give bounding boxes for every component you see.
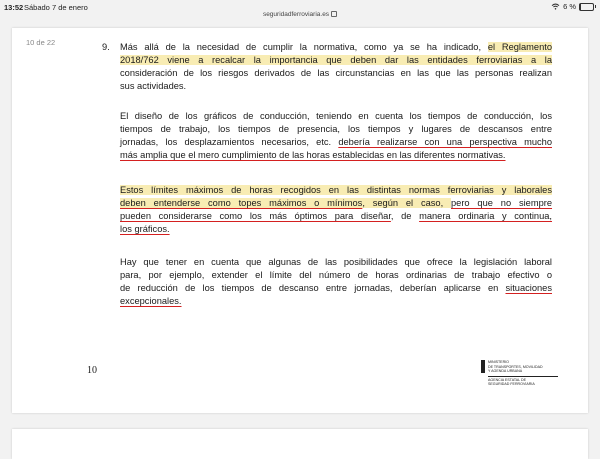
underlined-text: debería realizarse con una perspectiva mucho <box>338 137 552 147</box>
text-line <box>120 54 552 67</box>
text-line: jornadas, los desplazamientos necesarios, etc. debería realizarse con una perspectiva mucho <box>120 137 552 147</box>
logo-emblem <box>481 360 485 373</box>
text-line: Hay que tener en cuenta que algunas de las posibilidades que ofrece la legislación laboral <box>120 257 552 267</box>
underlined-text: que el mero cumplimiento de las horas establecidas en las diferentes normativas. <box>167 150 506 160</box>
text-line: pueden considerarse como los más óptimos para diseñar, de manera ordinaria y continua, <box>120 211 553 221</box>
underlined-text: pueden considerarse como los más óptimos para diseñar <box>120 211 391 221</box>
highlighted-text: el Reglamento <box>487 42 552 52</box>
text-line <box>120 223 552 236</box>
underlined-text: situaciones <box>505 283 552 293</box>
text-line: de reducción de los tiempos de descanso entre jornadas, deberían aplicarse en situaciones <box>120 283 552 293</box>
underlined-text: manera ordinaria y continua, <box>419 211 553 221</box>
logo-text: MINISTERIO DE TRANSPORTES, MOVILIDAD Y AGENDA URBANA AGENCIA ESTATAL DE SEGURIDAD FERROVIARIA <box>488 360 578 387</box>
next-page[interactable] <box>12 429 588 459</box>
lock-icon <box>331 11 337 17</box>
text-line <box>120 197 552 210</box>
wifi-icon <box>551 3 560 10</box>
text-line: sus actividades. <box>120 81 187 91</box>
highlighted-text: 2018/762 viene a recalcar la importancia que deben dar las entidades ferroviarias a la <box>120 55 552 65</box>
text-line: para, por ejemplo, extender el límite del número de horas ordinarias de trabajo efectivo o <box>120 270 552 280</box>
page-indicator: 10 de 22 <box>26 38 56 47</box>
battery-icon <box>579 3 594 11</box>
highlighted-text: Estos límites máximos de horas recogidos en las distintas normas ferroviarias y laborales <box>120 185 552 195</box>
highlighted-underlined-text: deben entenderse como topes máximos o mínimos <box>120 198 363 208</box>
address-bar[interactable] <box>0 11 600 18</box>
text-line <box>120 295 552 308</box>
text-line <box>120 149 552 162</box>
ministry-logo <box>488 360 578 387</box>
underlined-text: más amplia <box>120 150 168 160</box>
paragraph-9 <box>102 41 552 93</box>
text-line: Más allá de la necesidad de cumplir la normativa, como ya se ha indicado, el Reglamento <box>120 42 552 52</box>
paragraph <box>120 110 552 162</box>
paragraph-number: 9. <box>102 42 110 52</box>
url-text: seguridadferroviaria.es <box>262 11 330 18</box>
underlined-text: los gráficos. <box>120 224 170 234</box>
date: Sábado 7 de enero <box>24 3 88 12</box>
text-line: tiempos de trabajo, los tiempos de presencia, los tiempos y lugares de descansos entre <box>120 124 552 134</box>
paragraph <box>120 256 552 308</box>
status-icons <box>551 2 594 11</box>
divider <box>488 376 558 377</box>
clock: 13:52 <box>4 3 24 12</box>
text-line <box>120 184 552 197</box>
highlighted-text: , según el caso, <box>362 198 451 208</box>
paragraph <box>120 184 552 236</box>
underlined-text: excepcionales. <box>120 296 182 306</box>
underlined-text: pero que no siempre <box>451 198 553 208</box>
text-line: consideración de los riesgos derivados de las circunstancias en las que las personas realizan <box>120 68 552 78</box>
text-line: El diseño de los gráficos de conducción, teniendo en cuenta los tiempos de conducción, los <box>120 111 552 121</box>
battery-percentage: 6 % <box>563 2 576 11</box>
battery-fill <box>580 4 581 10</box>
document-page[interactable] <box>12 28 588 413</box>
page-number: 10 <box>87 365 97 376</box>
